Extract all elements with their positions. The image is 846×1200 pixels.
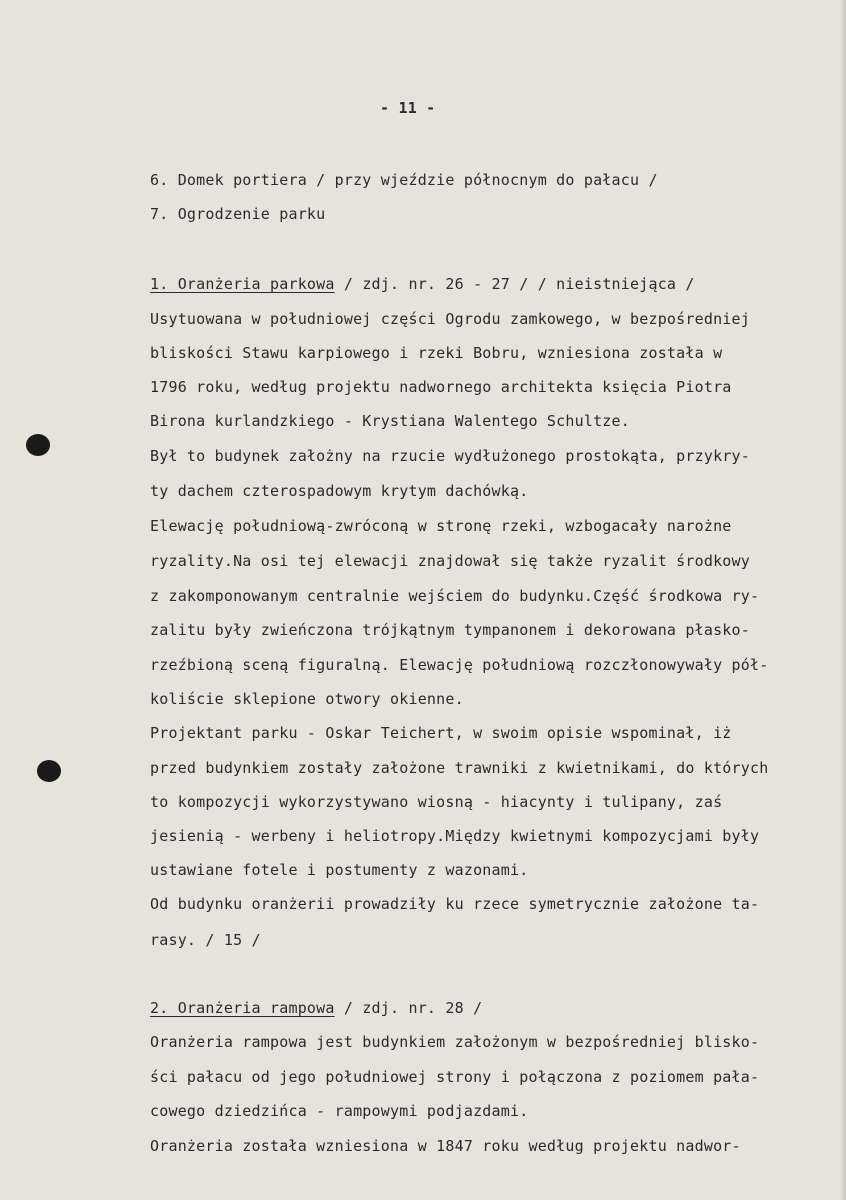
section-2-heading: 2. Oranżeria rampowa [150, 999, 335, 1017]
text-line: koliście sklepione otwory okienne. [150, 690, 464, 708]
text-line: ustawiane fotele i postumenty z wazonami. [150, 861, 529, 879]
text-line: cowego dziedzińca - rampowymi podjazdami. [150, 1102, 529, 1120]
text-line: Usytuowana w południowej części Ogrodu zamkowego, w bezpośredniej [150, 310, 750, 328]
section-1-heading-line [150, 274, 695, 294]
section-1-heading: 1. Oranżeria parkowa [150, 275, 335, 293]
text-line: Oranżeria rampowa jest budynkiem założonym w bezpośredniej blisko- [150, 1033, 760, 1051]
text-line: to kompozycji wykorzystywano wiosną - hiacynty i tulipany, zaś [150, 793, 723, 811]
text-line: 1796 roku, według projektu nadwornego architekta księcia Piotra [150, 378, 732, 396]
text-line: bliskości Stawu karpiowego i rzeki Bobru, wzniesiona została w [150, 344, 723, 362]
text-line: Elewację południową-zwróconą w stronę rzeki, wzbogacały narożne [150, 517, 732, 535]
page-number: - 11 - [380, 99, 436, 117]
text-line: Od budynku oranżerii prowadziły ku rzece symetrycznie założone ta- [150, 895, 760, 913]
text-line: przed budynkiem zostały założone trawniki z kwietnikami, do których [150, 759, 769, 777]
text-line: ty dachem czterospadowym krytym dachówką. [150, 482, 529, 500]
text-line: rasy. / 15 / [150, 931, 261, 949]
text-line: rzeźbioną sceną figuralną. Elewację południową rozczłonowywały pół- [150, 656, 769, 674]
page-edge-shadow [840, 0, 846, 1200]
text-line: z zakomponowanym centralnie wejściem do budynku.Część środkowa ry- [150, 587, 760, 605]
text-line: Oranżeria została wzniesiona w 1847 roku według projektu nadwor- [150, 1137, 741, 1155]
section-2-heading-meta: / zdj. nr. 28 / [334, 999, 483, 1017]
text-line: jesienią - werbeny i heliotropy.Między kwietnymi kompozycjami były [150, 827, 760, 845]
text-line: Był to budynek założny na rzucie wydłużonego prostokąta, przykry- [150, 447, 750, 465]
text-line: zalitu były zwieńczona trójkątnym tympanonem i dekorowana płasko- [150, 621, 750, 639]
text-line: Birona kurlandzkiego - Krystiana Walentego Schultze. [150, 412, 630, 430]
text-line: ryzality.Na osi tej elewacji znajdował się także ryzalit środkowy [150, 552, 750, 570]
text-line: ści pałacu od jego południowej strony i połączona z poziomem pała- [150, 1068, 760, 1086]
punch-hole-top [26, 434, 50, 456]
list-item: 7. Ogrodzenie parku [150, 205, 326, 223]
section-1-heading-meta: / zdj. nr. 26 - 27 / / nieistniejąca / [334, 275, 695, 293]
punch-hole-bottom [37, 760, 61, 782]
text-line: Projektant parku - Oskar Teichert, w swoim opisie wspominał, iż [150, 724, 732, 742]
section-2-heading-line [150, 998, 482, 1018]
list-item: 6. Domek portiera / przy wjeździe północnym do pałacu / [150, 171, 658, 189]
